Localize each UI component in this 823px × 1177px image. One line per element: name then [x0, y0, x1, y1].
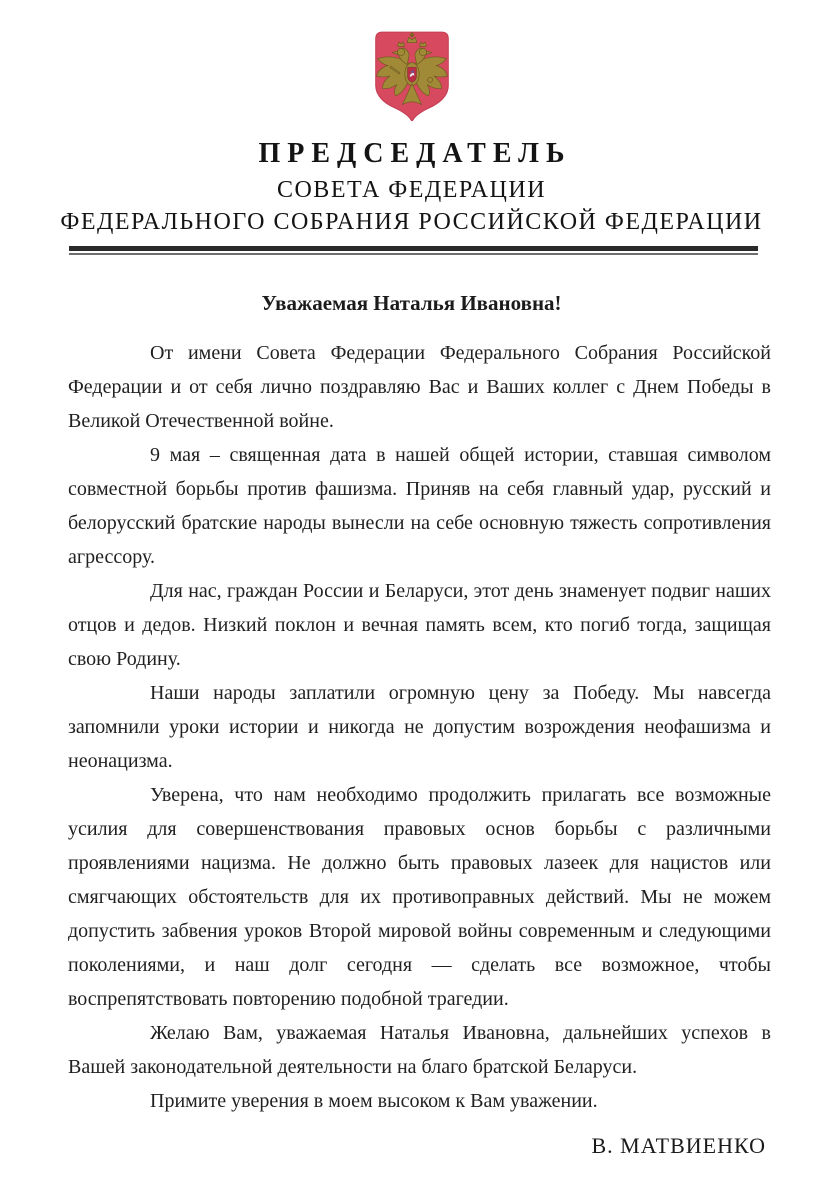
letter-paragraph-7: Примите уверения в моем высоком к Вам уважении.: [150, 1090, 598, 1112]
salutation: Уважаемая Наталья Ивановна!: [261, 291, 562, 315]
divider-thin-line: [69, 253, 758, 255]
letter-paragraph-3: Для нас, граждан России и Беларуси, этот день знаменует подвиг наших отцов и дедов. Низкий поклон и вечная память всем, кто погиб тогда, защищая свою Родину.: [68, 580, 771, 670]
signature-name: В. МАТВИЕНКО: [591, 1133, 766, 1158]
letter-body: [68, 336, 771, 1118]
russia-coat-of-arms: [369, 28, 455, 124]
letterhead-subtitle-assembly: ФЕДЕРАЛЬНОГО СОБРАНИЯ РОССИЙСКОЙ ФЕДЕРАЦИИ: [60, 209, 763, 235]
letter-paragraph-6: Желаю Вам, уважаемая Наталья Ивановна, дальнейших успехов в Вашей законодательной деятельности на благо братской Беларуси.: [68, 1022, 771, 1078]
double-headed-eagle-emblem-icon: [369, 28, 455, 124]
letterhead-title: ПРЕДСЕДАТЕЛЬ: [258, 138, 572, 169]
letter-paragraph-5: Уверена, что нам необходимо продолжить прилагать все возможные усилия для совершенствования правовых основ борьбы с различными проявлениями нацизма. Не должно быть правовых лазеек для нацистов или смягчающих обстоятельств для их противоправных действий. Мы не можем допустить забвения уроков Второй мировой войны современным и следующими поколениями, и наш долг сегодня — сделать все возможное, чтобы воспрепятствовать повторению подобной трагедии.: [68, 784, 771, 1010]
divider-thick-line: [69, 246, 758, 251]
letter-paragraph-1: От имени Совета Федерации Федерального Собрания Российской Федерации и от себя лично поздравляю Вас и Ваших коллег с Днем Победы в Великой Отечественной войне.: [68, 342, 771, 432]
letterhead-subtitle-council: СОВЕТА ФЕДЕРАЦИИ: [276, 177, 547, 203]
letter-paragraph-2: 9 мая – священная дата в нашей общей истории, ставшая символом совместной борьбы против фашизма. Приняв на себя главный удар, русский и белорусский братские народы вынесли на себе основную тяжесть сопротивления агрессору.: [68, 444, 771, 568]
letter-paragraph-4: Наши народы заплатили огромную цену за Победу. Мы навсегда запомнили уроки истории и никогда не допустим возрождения неофашизма и неонацизма.: [68, 682, 771, 772]
letterhead-divider: [69, 246, 758, 255]
